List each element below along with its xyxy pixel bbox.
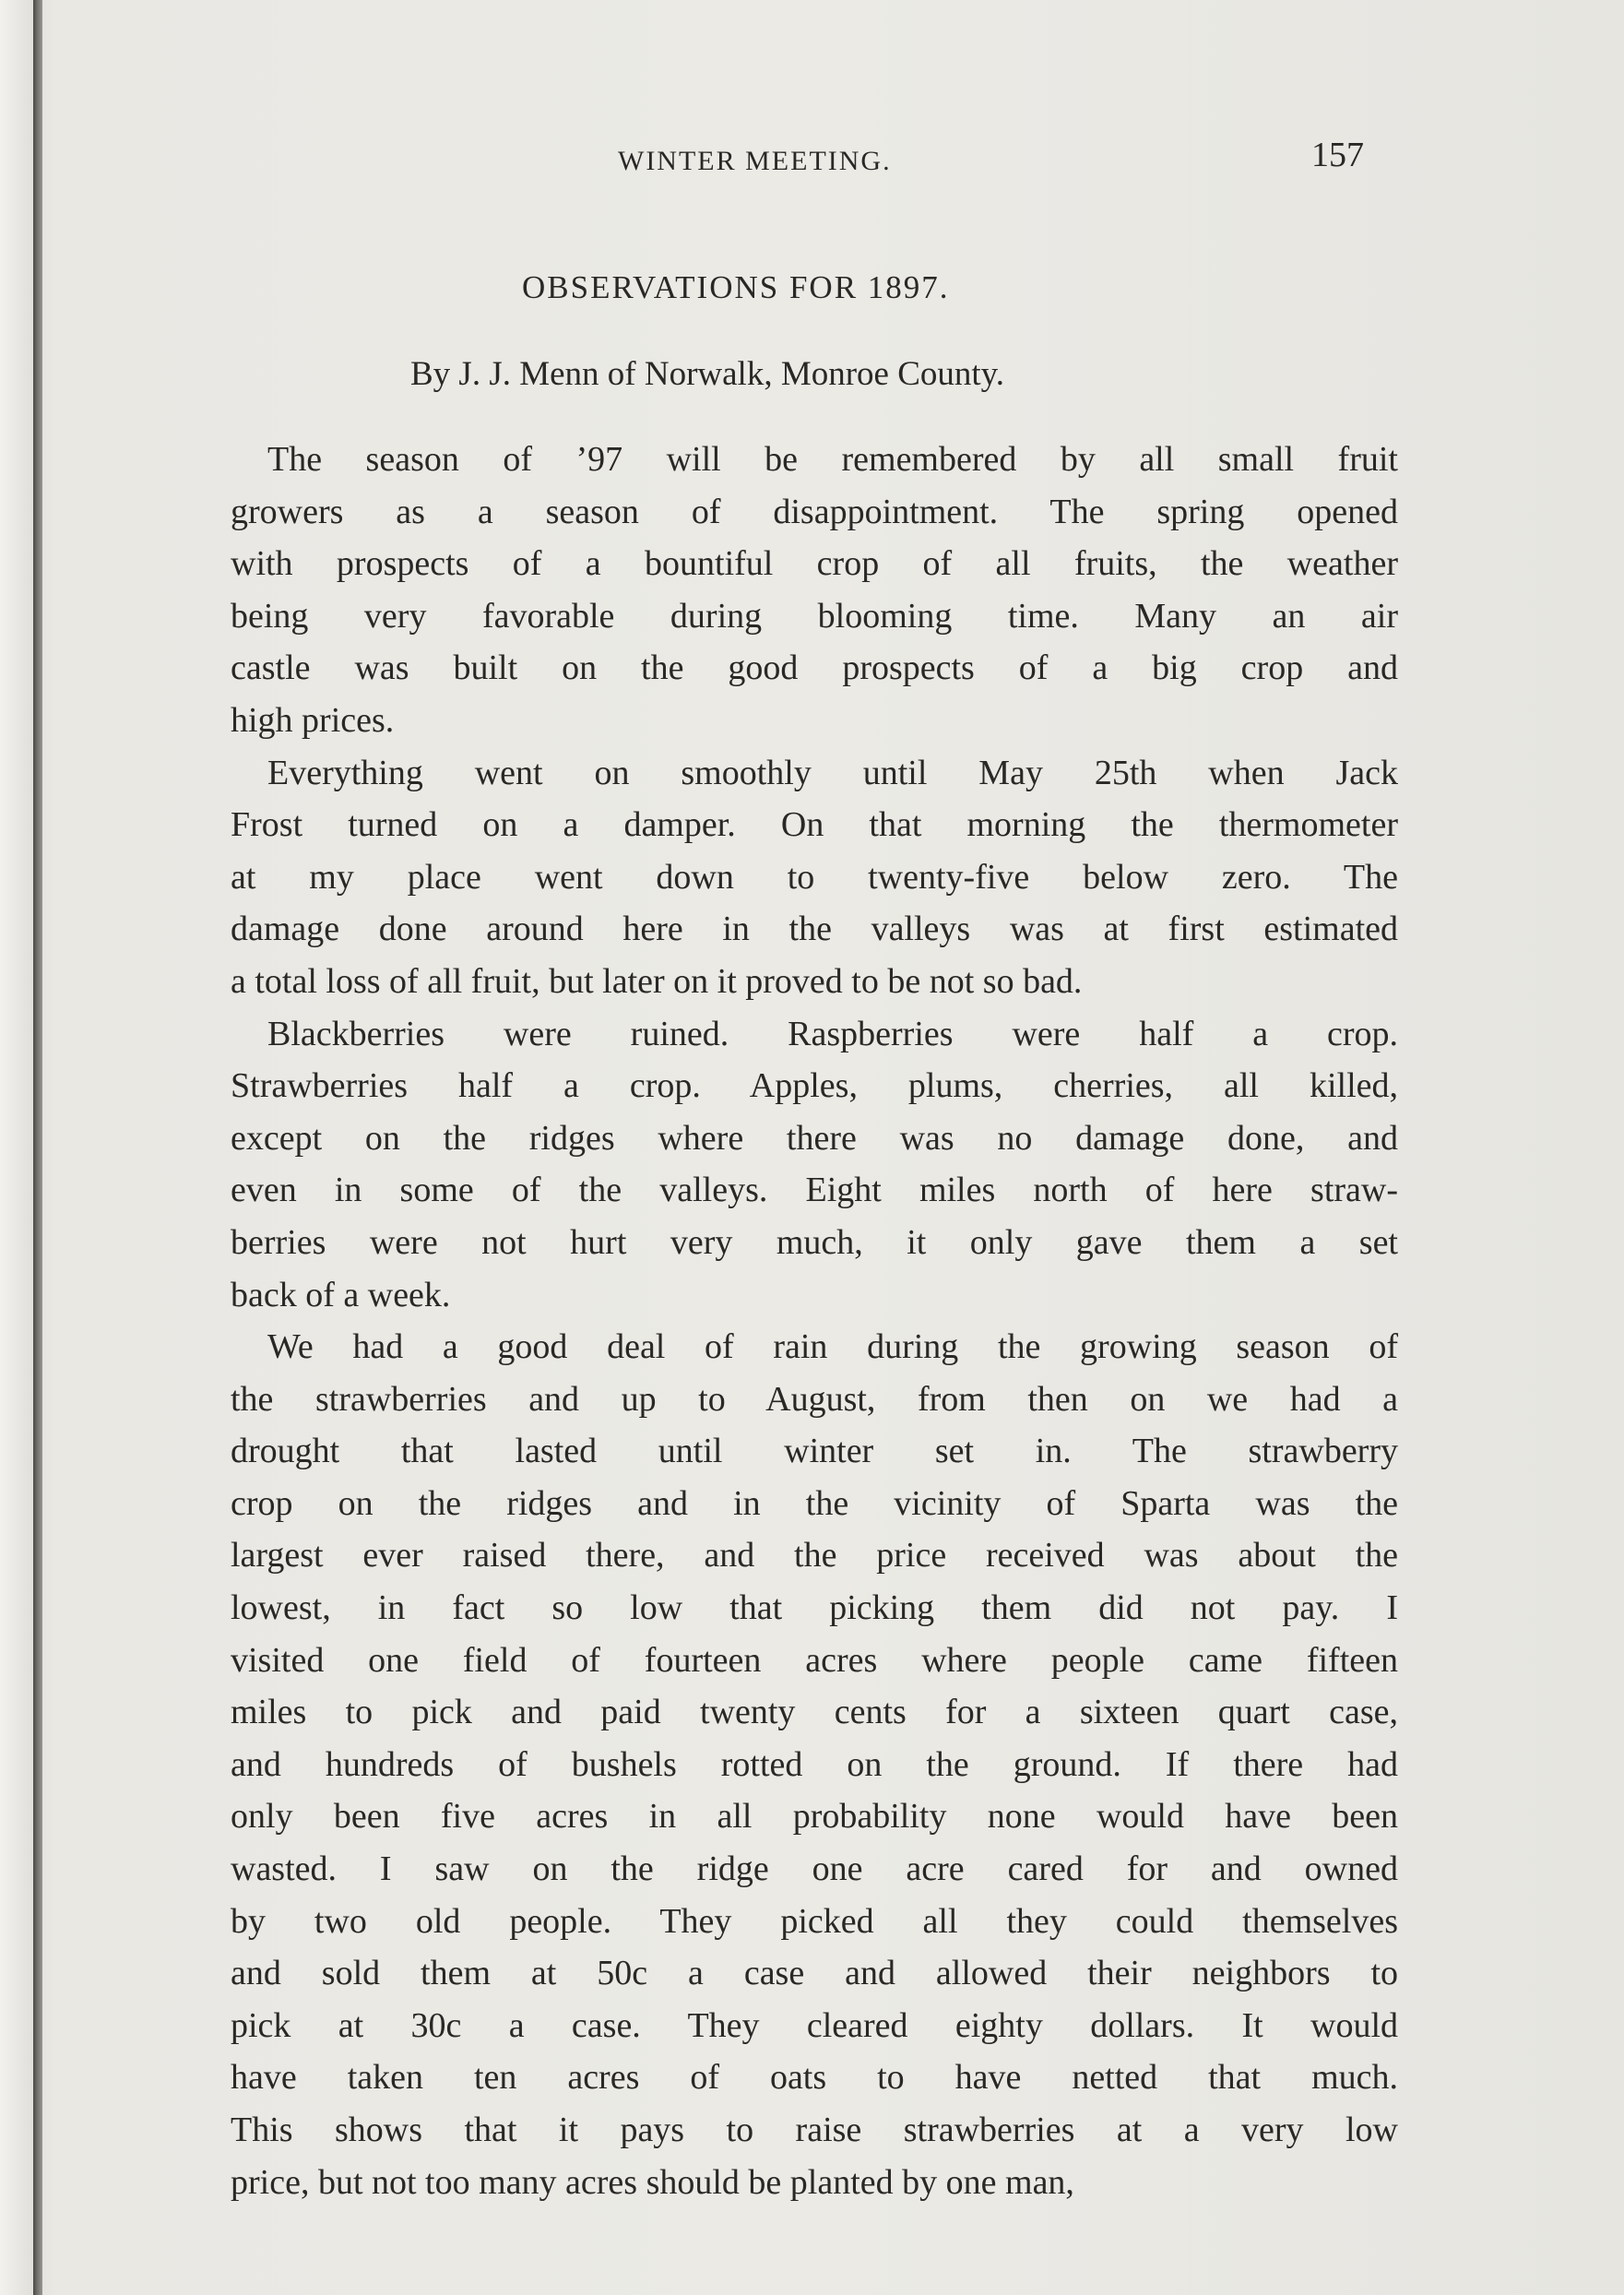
text-line: except on the ridges where there was no damage done, and <box>231 1118 1398 1158</box>
text-line: We had a good deal of rain during the growing season of <box>267 1327 1398 1367</box>
text-line: by two old people. They picked all they could themselves <box>231 1901 1398 1941</box>
text-line: Everything went on smoothly until May 25th when Jack <box>267 753 1398 792</box>
text-line: have taken ten acres of oats to have netted that much. <box>231 2058 1398 2098</box>
text-line: pick at 30c a case. They cleared eighty dollars. It would <box>231 2005 1398 2045</box>
article-body <box>231 434 1398 2208</box>
text-line: back of a week. <box>231 1275 451 1314</box>
page-number: 157 <box>1311 136 1364 174</box>
text-line: lowest, in fact so low that picking them did not pay. I <box>231 1588 1398 1628</box>
text-line: miles to pick and paid twenty cents for a sixteen quart case, <box>231 1693 1398 1732</box>
text-line: being very favorable during blooming time. Many an air <box>231 596 1398 636</box>
text-line: drought that lasted until winter set in. The strawberry <box>231 1432 1398 1471</box>
text-line: castle was built on the good prospects of a big crop and <box>231 648 1398 688</box>
text-line: damage done around here in the valleys was at first estimated <box>231 910 1398 949</box>
text-line: at my place went down to twenty-five below zero. The <box>231 857 1398 897</box>
text-line: Blackberries were ruined. Raspberries were half a crop. <box>267 1014 1398 1053</box>
page-gutter <box>0 0 33 2295</box>
article-title: OBSERVATIONS FOR 1897. <box>522 269 950 305</box>
text-line: price, but not too many acres should be planted by one man, <box>231 2162 1074 2202</box>
text-line: berries were not hurt very much, it only gave them a set <box>231 1222 1398 1262</box>
text-line: even in some of the valleys. Eight miles north of here straw- <box>231 1171 1398 1210</box>
text-line: crop on the ridges and in the vicinity of Sparta was the <box>231 1483 1398 1523</box>
text-line: Frost turned on a damper. On that morning the thermometer <box>231 805 1398 845</box>
text-line: the strawberries and up to August, from then on we had a <box>231 1379 1398 1419</box>
text-line: a total loss of all fruit, but later on it proved to be not so bad. <box>231 961 1083 1001</box>
text-line: only been five acres in all probability none would have been <box>231 1797 1398 1837</box>
paragraph <box>231 1321 1398 2208</box>
paragraph <box>231 1008 1398 1322</box>
text-line: Strawberries half a crop. Apples, plums, cherries, all killed, <box>231 1066 1398 1106</box>
running-head: WINTER MEETING. <box>618 146 892 176</box>
article-byline: By J. J. Menn of Norwalk, Monroe County. <box>410 355 1005 393</box>
text-line: wasted. I saw on the ridge one acre cared for and owned <box>231 1849 1398 1889</box>
text-line: growers as a season of disappointment. The spring opened <box>231 492 1398 531</box>
text-line: The season of ’97 will be remembered by all small fruit <box>267 440 1398 479</box>
text-line: and sold them at 50c a case and allowed their neighbors to <box>231 1954 1398 1993</box>
paragraph <box>231 434 1398 747</box>
paragraph <box>231 747 1398 1008</box>
text-line: and hundreds of bushels rotted on the ground. If there had <box>231 1744 1398 1784</box>
text-line: high prices. <box>231 700 395 740</box>
text-line: with prospects of a bountiful crop of all fruits, the weather <box>231 544 1398 584</box>
text-line: largest ever raised there, and the price received was about the <box>231 1536 1398 1576</box>
text-line: This shows that it pays to raise strawberries at a very low <box>231 2111 1398 2149</box>
text-line: visited one field of fourteen acres where people came fifteen <box>231 1640 1398 1680</box>
binding-edge <box>33 0 42 2295</box>
